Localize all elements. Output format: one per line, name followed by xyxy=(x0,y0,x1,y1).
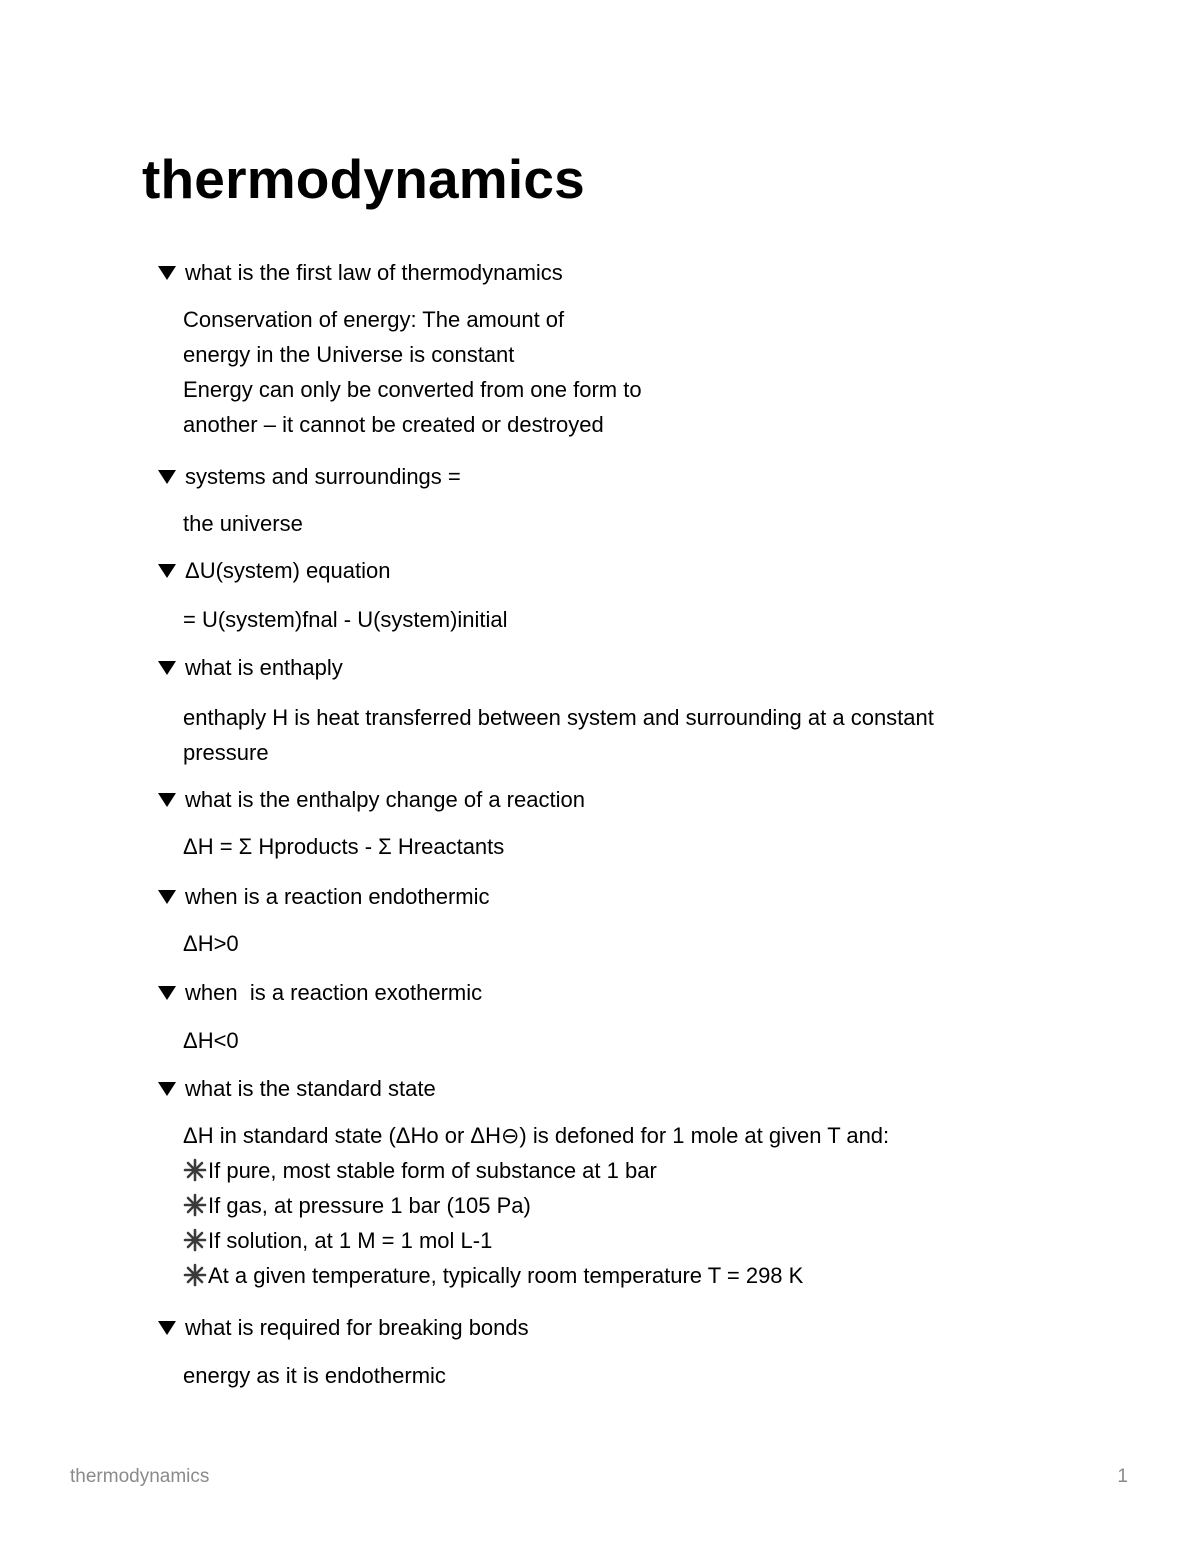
toggle-heading: ΔU(system) equation xyxy=(185,558,391,583)
page-title: thermodynamics xyxy=(142,148,585,210)
toggle-enthalpy-change xyxy=(156,785,1056,859)
bullet-line xyxy=(183,1153,889,1188)
eight-spoked-asterisk-icon xyxy=(183,1158,207,1182)
toggle-heading: what is the standard state xyxy=(185,1076,436,1101)
content-line: enthaply H is heat transferred between system and surrounding at a constant xyxy=(183,705,934,730)
triangle-down-icon[interactable] xyxy=(158,1082,176,1096)
toggle-content xyxy=(183,1023,239,1058)
toggle-header[interactable] xyxy=(156,1313,1056,1343)
toggle-heading: what is enthaply xyxy=(185,655,343,680)
toggle-heading: when is a reaction endothermic xyxy=(185,884,490,909)
eight-spoked-asterisk-icon xyxy=(183,1228,207,1252)
toggle-heading: when is a reaction exothermic xyxy=(185,980,483,1005)
content-line: Energy can only be converted from one form to xyxy=(183,377,642,402)
toggle-exothermic xyxy=(156,978,1056,1053)
content-line: ΔH<0 xyxy=(183,1028,239,1053)
toggle-systems-surroundings xyxy=(156,462,1056,536)
toggle-header[interactable] xyxy=(156,978,1056,1008)
toggle-first-law xyxy=(156,258,1056,437)
triangle-down-icon[interactable] xyxy=(158,564,176,578)
triangle-down-icon[interactable] xyxy=(158,1321,176,1335)
toggle-header[interactable] xyxy=(156,258,1056,288)
eight-spoked-asterisk-icon xyxy=(183,1193,207,1217)
content-line: another – it cannot be created or destroyed xyxy=(183,412,604,437)
toggle-heading: what is the enthalpy change of a reaction xyxy=(185,787,585,812)
content-line: ΔH>0 xyxy=(183,931,239,956)
triangle-down-icon[interactable] xyxy=(158,266,176,280)
toggle-standard-state xyxy=(156,1074,1056,1288)
content-line: = U(system)fnal - U(system)initial xyxy=(183,607,508,632)
toggle-what-is-enthaply xyxy=(156,653,1056,765)
triangle-down-icon[interactable] xyxy=(158,890,176,904)
bullet-text: At a given temperature, typically room temperature T = 298 K xyxy=(208,1263,804,1288)
content-line: energy as it is endothermic xyxy=(183,1363,446,1388)
footer-document-title: thermodynamics xyxy=(70,1466,210,1487)
toggle-content xyxy=(183,829,504,864)
toggle-heading: what is required for breaking bonds xyxy=(185,1315,529,1340)
content-line: the universe xyxy=(183,511,303,536)
toggle-content xyxy=(183,700,934,770)
bullet-line xyxy=(183,1188,889,1223)
eight-spoked-asterisk-icon xyxy=(183,1263,207,1287)
toggle-content xyxy=(183,926,239,961)
bullet-text: If pure, most stable form of substance at 1 bar xyxy=(208,1158,657,1183)
toggle-endothermic xyxy=(156,882,1056,956)
bullet-text: If gas, at pressure 1 bar (105 Pa) xyxy=(208,1193,531,1218)
content-line: ΔH = Σ Hproducts - Σ Hreactants xyxy=(183,834,505,859)
bullet-text: If solution, at 1 M = 1 mol L-1 xyxy=(208,1228,493,1253)
toggle-content xyxy=(183,1118,889,1293)
content-line: ΔH in standard state (ΔHo or ΔH⊖) is defoned for 1 mole at given T and: xyxy=(183,1123,890,1148)
toggle-header[interactable] xyxy=(156,556,1056,586)
toggle-delta-u-equation xyxy=(156,556,1056,632)
toggle-content xyxy=(183,1358,446,1393)
footer-page-number: 1 xyxy=(1117,1466,1128,1487)
toggle-content xyxy=(183,506,303,541)
toggle-heading: systems and surroundings = xyxy=(185,464,461,489)
toggle-header[interactable] xyxy=(156,1074,1056,1104)
toggle-header[interactable] xyxy=(156,785,1056,815)
toggle-heading: what is the first law of thermodynamics xyxy=(185,260,563,285)
toggle-content xyxy=(183,302,642,442)
triangle-down-icon[interactable] xyxy=(158,661,176,675)
bullet-line xyxy=(183,1258,889,1293)
content-line: pressure xyxy=(183,740,269,765)
content-line: Conservation of energy: The amount of xyxy=(183,307,565,332)
content-line: energy in the Universe is constant xyxy=(183,342,515,367)
triangle-down-icon[interactable] xyxy=(158,986,176,1000)
triangle-down-icon[interactable] xyxy=(158,793,176,807)
toggle-header[interactable] xyxy=(156,882,1056,912)
toggle-header[interactable] xyxy=(156,462,1056,492)
toggle-breaking-bonds xyxy=(156,1313,1056,1388)
toggle-header[interactable] xyxy=(156,653,1056,683)
triangle-down-icon[interactable] xyxy=(158,470,176,484)
bullet-line xyxy=(183,1223,889,1258)
toggle-content xyxy=(183,602,508,637)
